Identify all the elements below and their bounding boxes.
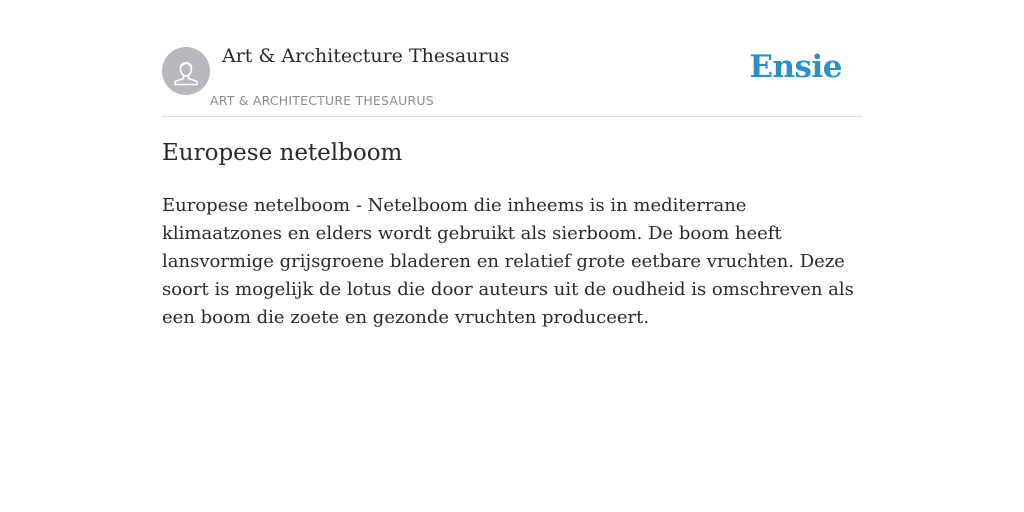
entry-card (162, 0, 862, 328)
source-label[interactable]: ART & ARCHITECTURE THESAURUS (210, 93, 434, 108)
entry-title: Europese netelboom (162, 140, 403, 166)
avatar[interactable] (162, 47, 210, 95)
brand-logo[interactable]: Ensie (749, 49, 842, 85)
entry-header (162, 0, 862, 117)
entry-definition: Europese netelboom - Netelboom die inheems is in mediterrane klimaatzones en elders wordt gebruikt als sierboom. De boom heeft lansvormige grijsgroene bladeren en relatief grote eetbare vruchten. Deze soort is mogelijk de lotus die door auteurs uit de oudheid is omschreven als een boom die zoete en gezonde vruchten produceert. (162, 195, 854, 328)
author-name[interactable]: Art & Architecture Thesaurus (222, 45, 510, 67)
user-icon (162, 47, 210, 95)
